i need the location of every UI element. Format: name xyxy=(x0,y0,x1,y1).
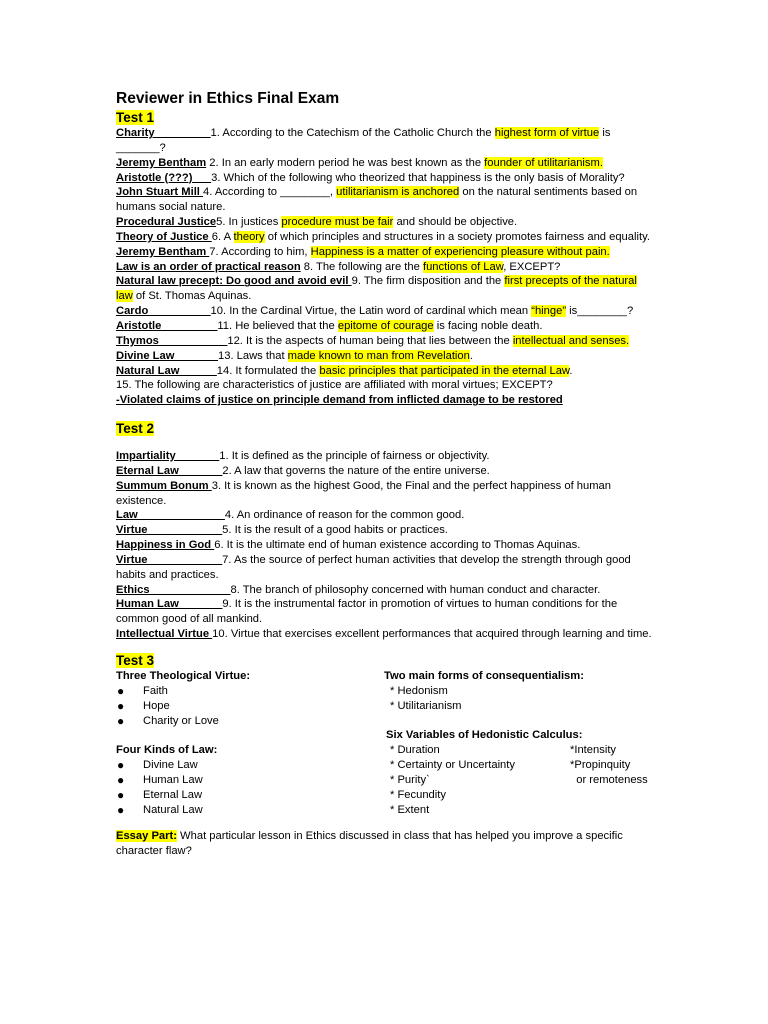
question-text: 10. Virtue that exercises excellent performances that acquired through learning and time. xyxy=(212,628,652,641)
bullet-item xyxy=(116,803,376,818)
test2-question xyxy=(116,553,656,583)
highlighted-text: made known to man from Revelation xyxy=(287,349,470,362)
answer-text: Theory of Justice xyxy=(116,230,212,243)
consequentialism-title: Two main forms of consequentialism: xyxy=(384,670,584,682)
question-text: 9. The firm disposition and the xyxy=(351,275,505,288)
answer-text: Thymos___________ xyxy=(116,334,228,347)
test1-question xyxy=(116,260,656,275)
question-text: 10. In the Cardinal Virtue, the Latin word of cardinal which mean xyxy=(210,305,532,318)
question-text: of which principles and structures in a society promotes fairness and equality. xyxy=(264,230,650,243)
calculus-row xyxy=(384,788,656,803)
question-text: . xyxy=(469,349,473,362)
question-text: 3. It is known as the highest Good, the Final and the perfect happiness of human existence. xyxy=(116,479,611,507)
test1-question xyxy=(116,334,656,349)
hedonistic-calculus-list xyxy=(384,743,656,817)
question-text: 6. A xyxy=(211,230,234,243)
question-text: 8. The branch of philosophy concerned with human conduct and character. xyxy=(230,583,601,596)
bullet-icon: ● xyxy=(117,713,125,728)
question-text: and should be objective. xyxy=(393,216,518,229)
calculus-row xyxy=(384,743,656,758)
question-text: 11. He believed that the xyxy=(217,319,338,332)
question-text: . xyxy=(569,364,573,377)
test1-question xyxy=(116,126,656,156)
answer-text: Virtue____________ xyxy=(116,553,223,566)
test2-question xyxy=(116,449,656,464)
answer-text: Intellectual Virtue xyxy=(116,628,213,641)
bullet-icon: ● xyxy=(117,802,125,817)
bullet-item xyxy=(116,684,376,699)
bullet-text: Natural Law xyxy=(143,803,203,816)
question-text: , EXCEPT? xyxy=(503,260,561,273)
bullet-text: Divine Law xyxy=(143,759,198,772)
question-text: 2. In an early modern period he was best known as the xyxy=(206,156,485,169)
test2-question xyxy=(116,523,656,538)
highlighted-text: theory xyxy=(233,230,265,243)
kinds-of-law-list xyxy=(116,758,376,817)
answer-text: Aristotle_________ xyxy=(116,319,218,332)
calculus-item: * Duration xyxy=(390,744,440,757)
document-title: Reviewer in Ethics Final Exam xyxy=(116,90,340,107)
consequentialism-list xyxy=(384,684,656,714)
document-body xyxy=(116,89,656,859)
question-text: 8. The following are the xyxy=(300,260,423,273)
question-text: is _______? xyxy=(116,127,611,154)
highlighted-text: intellectual and senses. xyxy=(512,334,630,347)
theological-virtues-list xyxy=(116,684,376,729)
bullet-icon: ● xyxy=(117,758,125,773)
test2-question xyxy=(116,597,656,627)
calculus-item: * Certainty or Uncertainty xyxy=(390,759,515,772)
test1-question xyxy=(116,215,656,230)
calculus-row xyxy=(384,803,656,818)
highlighted-text: procedure must be fair xyxy=(281,216,394,229)
essay-question: What particular lesson in Ethics discussed in class that has helped you improve a specific character flaw? xyxy=(116,830,623,857)
answer-text: Eternal Law_______ xyxy=(116,464,223,477)
answer-text: Virtue____________ xyxy=(116,524,223,537)
test2-question xyxy=(116,538,656,553)
test2-question xyxy=(116,583,656,598)
test2-heading: Test 2 xyxy=(116,421,155,437)
question-text: on the natural sentiments based on humans social nature. xyxy=(116,186,638,214)
question-text: 2. A law that governs the nature of the entire universe. xyxy=(222,464,490,477)
test1-questions xyxy=(116,126,656,378)
calculus-item: * Fecundity xyxy=(390,788,446,801)
question-text: 1. According to the Catechism of the Catholic Church the xyxy=(210,127,495,139)
answer-text: Human Law_______ xyxy=(116,598,223,611)
test1-question xyxy=(116,230,656,245)
bullet-item xyxy=(116,714,376,729)
question-text: 13. Laws that xyxy=(218,349,288,362)
essay-part xyxy=(116,829,656,859)
answer-text: Procedural Justice xyxy=(116,216,217,229)
question-text: is facing noble death. xyxy=(433,319,543,332)
answer-text: Ethics_____________ xyxy=(116,583,231,596)
test1-question xyxy=(116,171,656,186)
answer-text: Charity_________ xyxy=(116,127,211,139)
kinds-of-law-title: Four Kinds of Law: xyxy=(116,744,218,757)
answer-text: Law is an order of practical reason xyxy=(116,260,301,273)
question-text: 3. Which of the following who theorized that happiness is the only basis of Morality? xyxy=(211,171,625,184)
test3-right-column xyxy=(384,669,656,817)
bullet-item xyxy=(116,773,376,788)
answer-text: Happiness in God xyxy=(116,539,215,552)
test3-heading: Test 3 xyxy=(116,653,155,668)
test2-question xyxy=(116,508,656,523)
test1-question xyxy=(116,245,656,260)
test1-question xyxy=(116,319,656,334)
highlighted-text: highest form of virtue xyxy=(494,127,600,139)
answer-text: Cardo__________ xyxy=(116,305,211,318)
answer-text: Jeremy Bentham xyxy=(116,156,207,169)
highlighted-text: Happiness is a matter of experiencing pleasure without pain. xyxy=(310,245,610,258)
calculus-item: *Propinquity xyxy=(570,759,631,772)
test3-columns xyxy=(116,669,656,819)
highlighted-text: “hinge” xyxy=(531,305,567,318)
bullet-icon: ● xyxy=(117,698,125,713)
test1-answer-15: -Violated claims of justice on principle demand from inflicted damage to be restored xyxy=(116,394,563,407)
calculus-row xyxy=(384,758,656,773)
question-text: 14. It formulated the xyxy=(216,364,320,377)
question-text: 4. An ordinance of reason for the common good. xyxy=(224,509,465,522)
bullet-icon: ● xyxy=(117,787,125,802)
answer-text: Impartiality_______ xyxy=(116,450,220,463)
bullet-text: Human Law xyxy=(143,773,203,786)
answer-text: Law______________ xyxy=(116,509,225,522)
test3-left-column xyxy=(116,669,376,817)
consequentialism-item: * Hedonism xyxy=(390,684,448,697)
answer-text: Jeremy Bentham xyxy=(116,245,210,258)
theological-virtues-title: Three Theological Virtue: xyxy=(116,670,251,682)
hedonistic-calculus-title: Six Variables of Hedonistic Calculus: xyxy=(386,729,583,742)
question-text: 4. According to ________, xyxy=(203,186,337,199)
essay-label: Essay Part: xyxy=(116,830,177,842)
bullet-text: Charity or Love xyxy=(143,714,219,727)
question-text: is________? xyxy=(566,305,634,318)
calculus-item: * Extent xyxy=(390,803,430,816)
bullet-icon: ● xyxy=(117,772,125,787)
test1-question xyxy=(116,304,656,319)
bullet-item xyxy=(116,699,376,714)
test1-question-15: 15. The following are characteristics of justice are affiliated with moral virtues; EXCEPT? xyxy=(116,379,553,392)
question-text: 5. In justices xyxy=(216,216,282,229)
calculus-row xyxy=(384,773,656,788)
highlighted-text: basic principles that participated in the eternal Law xyxy=(319,364,570,377)
bullet-text: Faith xyxy=(143,684,168,697)
bullet-item xyxy=(116,758,376,773)
question-text: 5. It is the result of a good habits or practices. xyxy=(222,524,448,537)
consequentialism-item: * Utilitarianism xyxy=(390,699,462,712)
bullet-item xyxy=(116,788,376,803)
answer-text: Aristotle (???)___ xyxy=(116,171,212,184)
question-text: 7. As the source of perfect human activities that develop the strength through good habits and practices. xyxy=(116,553,631,581)
test2-question xyxy=(116,627,656,642)
question-text: 6. It is the ultimate end of human existence according to Thomas Aquinas. xyxy=(214,539,581,552)
calculus-item: or remoteness xyxy=(570,773,648,786)
bullet-text: Eternal Law xyxy=(143,788,203,801)
highlighted-text: functions of Law xyxy=(422,260,504,273)
test2-question xyxy=(116,464,656,479)
question-text: 12. It is the aspects of human being that lies between the xyxy=(227,334,513,347)
question-text: of St. Thomas Aquinas. xyxy=(132,290,252,303)
highlighted-text: utilitarianism is anchored xyxy=(336,186,460,199)
answer-text: Natural Law______ xyxy=(116,364,217,377)
test1-heading: Test 1 xyxy=(116,110,155,125)
bullet-icon: ● xyxy=(117,683,125,698)
test2-question xyxy=(116,479,656,509)
calculus-item: * Purity` xyxy=(390,773,430,786)
answer-text: Divine Law_______ xyxy=(116,349,218,362)
test1-question xyxy=(116,274,656,304)
answer-text: Natural law precept: Do good and avoid evil xyxy=(116,275,352,288)
highlighted-text: first precepts of the natural law xyxy=(116,275,637,303)
answer-text: John Stuart Mill xyxy=(116,186,204,199)
calculus-item: *Intensity xyxy=(570,744,617,757)
test1-question xyxy=(116,349,656,364)
question-text: 9. It is the instrumental factor in promotion of virtues to human conditions for the common good of all mankind. xyxy=(116,598,618,626)
bullet-text: Hope xyxy=(143,699,170,712)
highlighted-text: epitome of courage xyxy=(337,319,434,332)
question-text: 1. It is defined as the principle of fairness or objectivity. xyxy=(219,450,490,463)
test1-question xyxy=(116,156,656,171)
test2-questions xyxy=(116,449,656,642)
highlighted-text: founder of utilitarianism. xyxy=(484,156,603,169)
test1-question xyxy=(116,185,656,215)
question-text: 7. According to him, xyxy=(209,245,311,258)
answer-text: Summum Bonum xyxy=(116,479,212,492)
test1-question xyxy=(116,364,656,379)
